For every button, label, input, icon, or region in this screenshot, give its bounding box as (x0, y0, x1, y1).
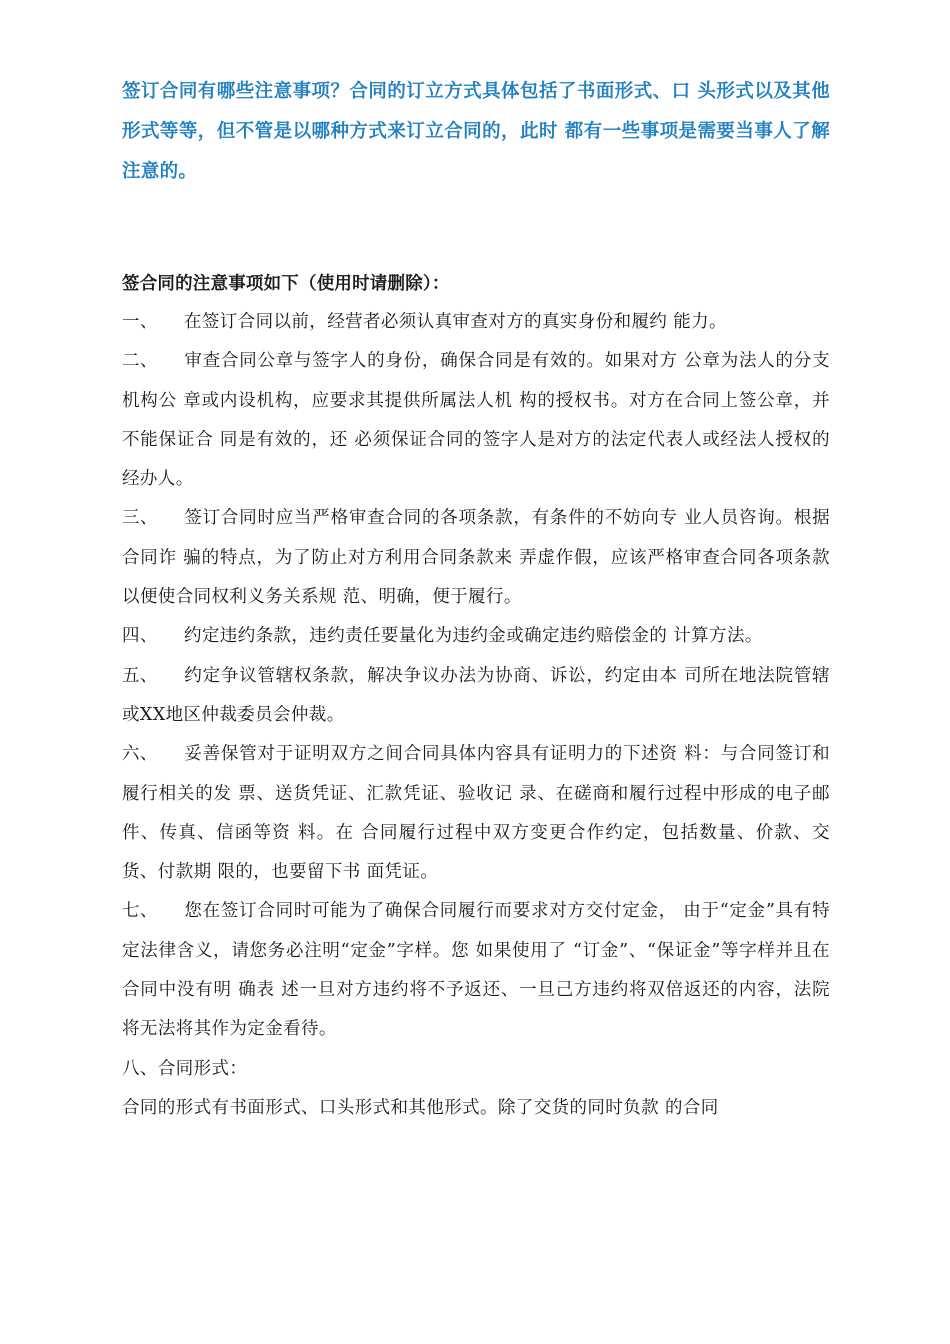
list-item (122, 617, 830, 656)
item-number: 四、 (122, 626, 158, 647)
item-number: 一、 (122, 312, 158, 332)
list-item (122, 735, 830, 892)
item-text: 签订合同时应当严格审查合同的各项条款，有条件的不妨向专 业人员咨询。根据合同诈 骗的特点，为了防止对方利用合同条款来 弄虚作假，应该严格审查合同各项条款以便使合同权利义务关系规 范、明确，便于履行。 (122, 508, 830, 608)
item-text: 审查合同公章与签字人的身份，确保合同是有效的。如果对方 公章为法人的分支机构公 章或内设机构，应要求其提供所属法人机 构的授权书。对方在合同上签公章，并不能保证合 同是有效的，还 必须保证合同的签字人是对方的法定代表人或经法人授权的经办人。 (122, 351, 830, 490)
list-item (122, 892, 830, 1049)
list-item (122, 303, 830, 342)
list-item (122, 342, 830, 499)
section-heading: 签合同的注意事项如下（使用时请删除）： (122, 274, 450, 294)
list-item (122, 499, 830, 617)
item-text: 约定争议管辖权条款，解决争议办法为协商、诉讼，约定由本 司所在地法院管辖或XX地区仲裁委员会仲裁。 (122, 665, 830, 725)
item-number: 三、 (122, 508, 158, 529)
item-text: 约定违约条款，违约责任要量化为违约金或确定违约赔偿金的 计算方法。 (184, 626, 763, 647)
item-text: 妥善保管对于证明双方之间合同具体内容具有证明力的下述资 料：与合同签订和履行相关的发 票、送货凭证、汇款凭证、验收记 录、在磋商和履行过程中形成的电子邮件、传真、信函等资 料。在 合同履行过程中双方变更合作约定，包括数量、价款、交货、付款期 限的，也要留下书 面凭证。 (122, 744, 830, 883)
item-text: 您在签订合同时可能为了确保合同履行而要求对方交付定金， 由于“定金”具有特定法律含义，请您务必注明“定金”字样。您 如果使用了 “订金”、“保证金”等字样并且在合同中没有明 确表 述一旦对方违约将不予返还、一旦己方违约将双倍返还的内容，法院 将无法将其作为定金看待。 (122, 901, 830, 1040)
section8-heading: 八、合同形式： (122, 1058, 248, 1079)
section8-text: 合同的形式有书面形式、口头形式和其他形式。除了交货的同时负款 的合同 (122, 1097, 719, 1118)
document-page (122, 72, 830, 1128)
item-number: 五、 (122, 665, 158, 686)
item-text: 在签订合同以前，经营者必须认真审查对方的真实身份和履约 能力。 (184, 312, 727, 332)
notice-list (122, 303, 830, 1050)
item-number: 六、 (122, 744, 158, 765)
item-number: 七、 (122, 901, 158, 922)
intro-paragraph: 签订合同有哪些注意事项？合同的订立方式具体包括了书面形式、口 头形式以及其他形式等等，但不管是以哪种方式来订立合同的，此时 都有一些事项是需要当事人了解注意的。 (122, 81, 830, 182)
item-number: 二、 (122, 351, 158, 372)
list-item (122, 657, 830, 736)
